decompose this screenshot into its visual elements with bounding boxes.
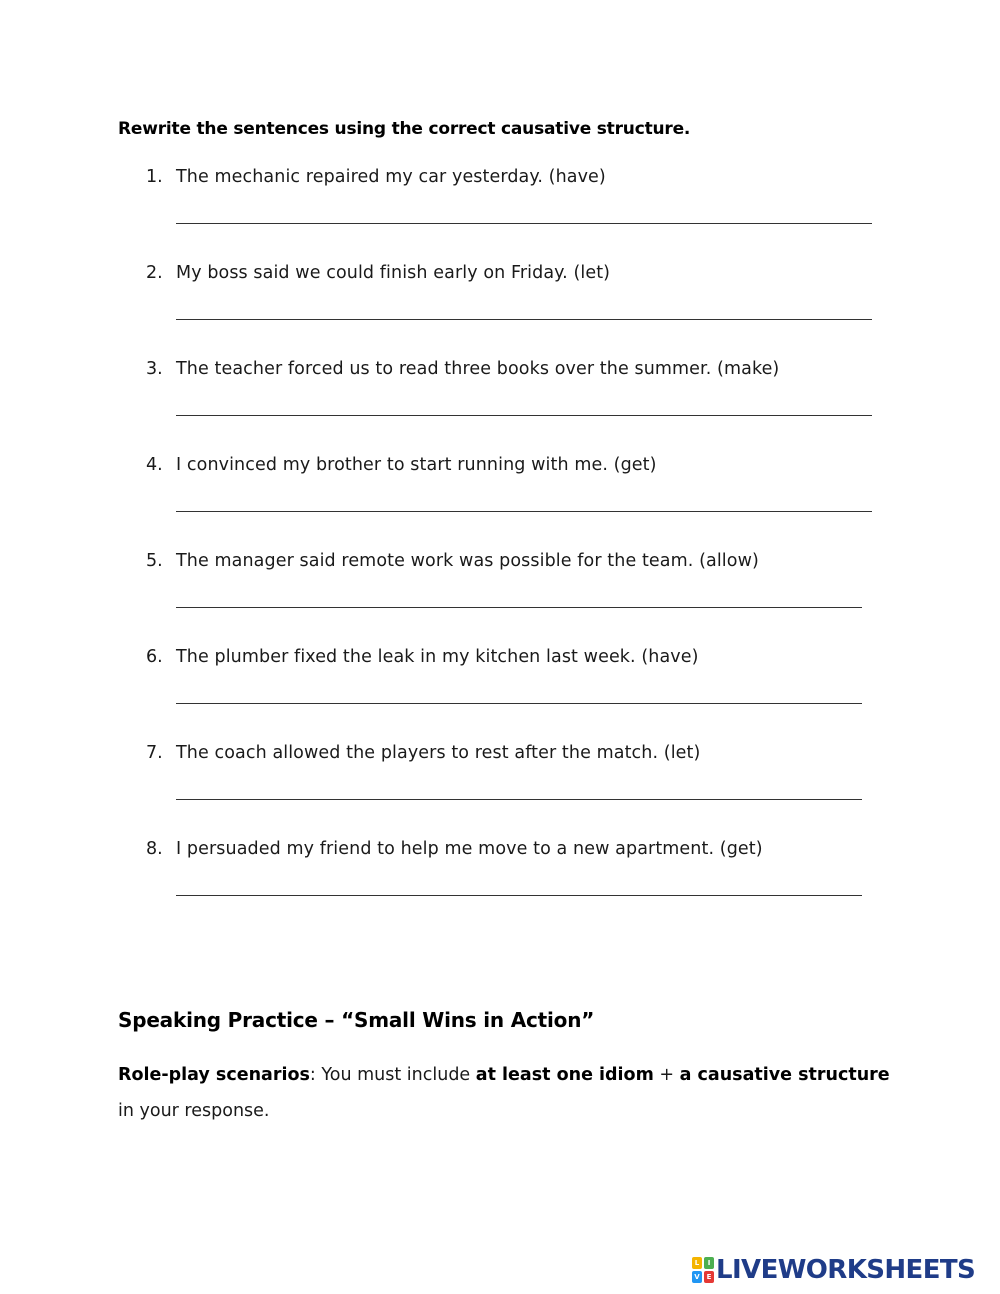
exercise-item-7 — [0, 743, 1000, 839]
instruction-heading: Rewrite the sentences using the correct causative structure. — [118, 119, 691, 139]
answer-line-8[interactable] — [176, 895, 862, 896]
speaking-practice-heading: Speaking Practice – “Small Wins in Action” — [118, 1008, 595, 1032]
roleplay-text-end: in your response. — [118, 1101, 270, 1121]
logo-mark-e: E — [704, 1271, 714, 1283]
logo-mark-v: V — [692, 1271, 702, 1283]
exercise-item-8 — [0, 839, 1000, 935]
exercise-item-5 — [0, 551, 1000, 647]
item-sentence: The teacher forced us to read three books over the summer. (make) — [176, 359, 780, 379]
item-number: 1. — [146, 167, 163, 187]
answer-line-3[interactable] — [176, 415, 872, 416]
answer-line-1[interactable] — [176, 223, 872, 224]
item-sentence: My boss said we could finish early on Friday. (let) — [176, 263, 611, 283]
item-number: 5. — [146, 551, 163, 571]
answer-line-5[interactable] — [176, 607, 862, 608]
item-number: 4. — [146, 455, 163, 475]
answer-line-6[interactable] — [176, 703, 862, 704]
logo-mark-l: L — [692, 1257, 702, 1269]
item-number: 6. — [146, 647, 163, 667]
logo-mark-icon — [692, 1257, 714, 1283]
answer-line-2[interactable] — [176, 319, 872, 320]
exercise-item-6 — [0, 647, 1000, 743]
item-sentence: The coach allowed the players to rest after the match. (let) — [176, 743, 701, 763]
roleplay-plus: + — [653, 1065, 680, 1085]
exercise-item-2 — [0, 263, 1000, 359]
item-sentence: I persuaded my friend to help me move to a new apartment. (get) — [176, 839, 763, 859]
item-number: 2. — [146, 263, 163, 283]
item-sentence: The plumber fixed the leak in my kitchen last week. (have) — [176, 647, 699, 667]
answer-line-4[interactable] — [176, 511, 872, 512]
roleplay-bold-causative: a causative structure — [679, 1065, 890, 1085]
roleplay-paragraph — [118, 1057, 898, 1129]
exercise-item-3 — [0, 359, 1000, 455]
item-number: 3. — [146, 359, 163, 379]
logo-text: LIVEWORKSHEETS — [716, 1255, 976, 1285]
item-sentence: I convinced my brother to start running with me. (get) — [176, 455, 657, 475]
item-number: 7. — [146, 743, 163, 763]
item-sentence: The manager said remote work was possible for the team. (allow) — [176, 551, 759, 571]
exercise-item-1 — [0, 167, 1000, 263]
liveworksheets-logo[interactable] — [692, 1253, 975, 1287]
logo-mark-i: I — [704, 1257, 714, 1269]
item-sentence: The mechanic repaired my car yesterday. (have) — [176, 167, 606, 187]
answer-line-7[interactable] — [176, 799, 862, 800]
exercise-item-4 — [0, 455, 1000, 551]
item-number: 8. — [146, 839, 163, 859]
roleplay-label: Role-play scenarios — [118, 1065, 310, 1085]
roleplay-text-part: : You must include — [309, 1065, 476, 1085]
roleplay-bold-idiom: at least one idiom — [475, 1065, 654, 1085]
